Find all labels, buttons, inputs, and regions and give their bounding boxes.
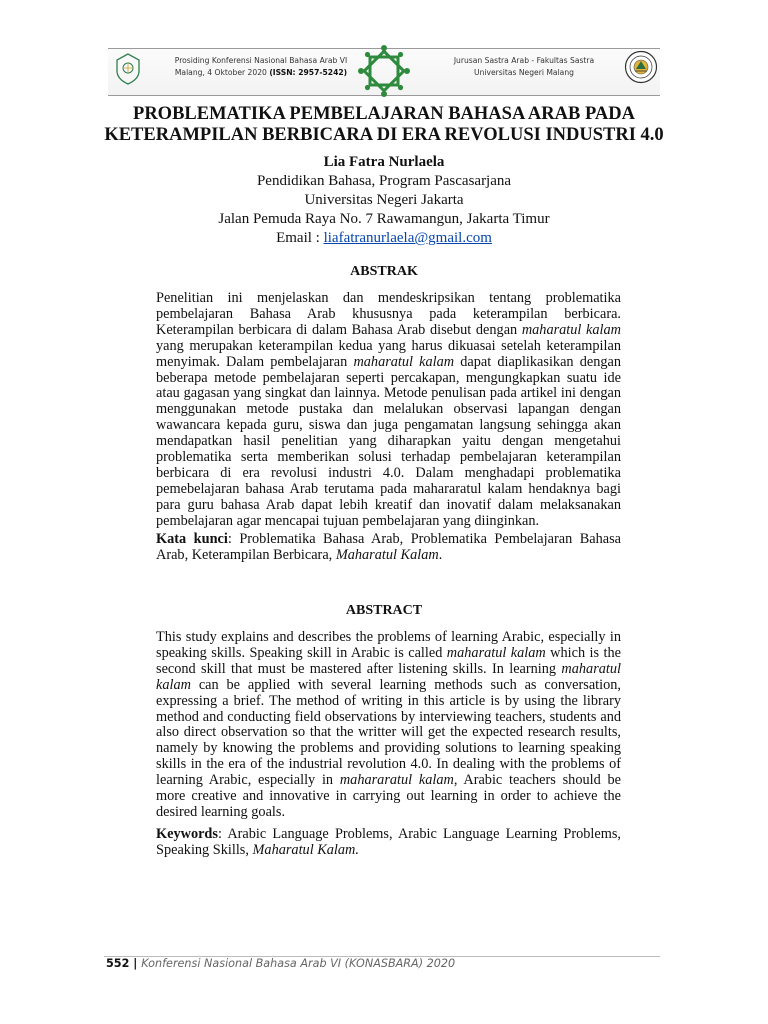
kata-kunci-text: : Problematika Bahasa Arab, Problematika Pembelajaran Bahasa Arab, Keterampilan Berbicara, (156, 531, 621, 563)
keywords-text: : Arabic Language Problems, Arabic Language Learning Problems, Speaking Skills, (156, 826, 621, 858)
page-footer (106, 957, 666, 970)
abstrak-heading: ABSTRAK (350, 264, 418, 279)
author-address: Jalan Pemuda Raya No. 7 Rawamangun, Jakarta Timur (218, 211, 550, 227)
abstrak-text-1: Penelitian ini menjelaskan dan mendeskripsikan tentang problematika pembelajaran Bahasa Arab khususnya pada keterampilan berbicara. Keterampilan berbicara di dalam Bahasa Arab disebut dengan (156, 290, 621, 338)
university-seal-icon (624, 50, 658, 84)
abstract-term-1: maharatul kalam (446, 644, 546, 661)
paper-title (96, 104, 672, 146)
footer-conference-title: Konferensi Nasional Bahasa Arab VI (KONASBARA) 2020 (141, 957, 456, 970)
abstrak-body (156, 291, 621, 530)
proceedings-date-issn (150, 67, 372, 79)
abstract-text-3: can be applied with several learning methods such as conversation, expressing a brief. The method of writing in this article is by using the library method and conducting field observations by interviewing teachers, students and also direct observation so that the writter will get the expected research results, namely by knowing the problems and providing solutions to learning speaking skills in the era of the industrial revolution 4.0. In dealing with the problems of learning Arabic, especially in (156, 676, 621, 789)
author-block (96, 153, 672, 248)
author-name: Lia Fatra Nurlaela (323, 154, 445, 170)
author-email-line (96, 229, 672, 248)
proceedings-title: Prosiding Konferensi Nasional Bahasa Arab VI (174, 56, 348, 65)
university-name: Universitas Negeri Malang (474, 68, 574, 77)
abstract-body (156, 630, 621, 821)
islamic-star-emblem-icon (357, 42, 411, 100)
keywords-label: Keywords (156, 826, 218, 842)
author-affiliation-program: Pendidikan Bahasa, Program Pascasarjana (256, 173, 512, 189)
abstrak-term-2: maharatul kalam (353, 353, 455, 370)
proceedings-issn: (ISSN: 2957-5242) (269, 68, 348, 77)
department-info (430, 55, 618, 79)
paper-title-line1: PROBLEMATIKA PEMBELAJARAN BAHASA ARAB PADA (133, 104, 635, 124)
abstract-heading: ABSTRACT (345, 603, 423, 618)
footer-separator: | (129, 957, 142, 970)
keywords-term: Maharatul Kalam. (252, 841, 359, 858)
kata-kunci-end: . (438, 546, 443, 563)
abstract-term-2: maharatul kalam (156, 660, 621, 693)
email-link[interactable]: liafatranurlaela@gmail.com (323, 230, 492, 246)
abstract-text-1: This study explains and describes the problems of learning Arabic, especially in speaking skills. Speaking skill in Arabic is called (156, 629, 621, 661)
email-label: Email : (276, 230, 324, 246)
abstrak-text-3: dapat diaplikasikan dengan beberapa metode pembelajaran seperti percakapan, mengungkapkan suatu ide atau gagasan yang singkat dan lainnya. Metode penulisan pada artikel ini dengan menggunakan metode pustaka dan melalukan observasi lapangan dengan wawancara kepada guru, siswa dan juga pengamatan langsung sehingga akan mendapatkan hasil penelitian yang diharapkan yaitu dengan mengetahui problematika serta memberikan solusi terhadap pembelajaran keterampilan berbicara di era revolusi industri 4.0. Dalam menghadapi problematika pemebelajaran bahasa Arab terutama pada mahararatul kalam hendaknya bagi para guru bahasa Arab dapat lebih kreatif dan inovatif dalam melaksanakan pembelajaran agar mencapai tujuan pembelajaran yang diinginkan. (156, 353, 621, 529)
kata-kunci (156, 532, 621, 564)
abstract-term-3: mahararatul kalam (339, 772, 454, 789)
abstract-text-4: , Arabic teachers should be more creative and innovative in carrying out learning in order to achieve the desired learning goals. (156, 772, 621, 820)
abstrak-text-2: yang merupakan keterampilan kedua yang harus dikuasai setelah keterampilan menyimak. Dalam pembelajaran (156, 337, 621, 370)
page-number: 552 (106, 957, 130, 970)
keywords (156, 827, 621, 859)
author-affiliation-university: Universitas Negeri Jakarta (304, 192, 464, 208)
abstrak-term-1: maharatul kalam (521, 321, 621, 338)
department-name: Jurusan Sastra Arab - Fakultas Sastra (453, 56, 595, 65)
proceedings-date: Malang, 4 Oktober 2020 (174, 68, 270, 77)
abstract-text-2: which is the second skill that must be mastered after listening skills. In learning (156, 644, 621, 677)
kata-kunci-label: Kata kunci (156, 531, 228, 547)
proceedings-info (150, 55, 372, 79)
konasbara-logo-icon (113, 51, 143, 89)
paper-title-line2: KETERAMPILAN BERBICARA DI ERA REVOLUSI INDUSTRI 4.0 (104, 125, 664, 145)
kata-kunci-term: Maharatul Kalam (335, 546, 439, 563)
